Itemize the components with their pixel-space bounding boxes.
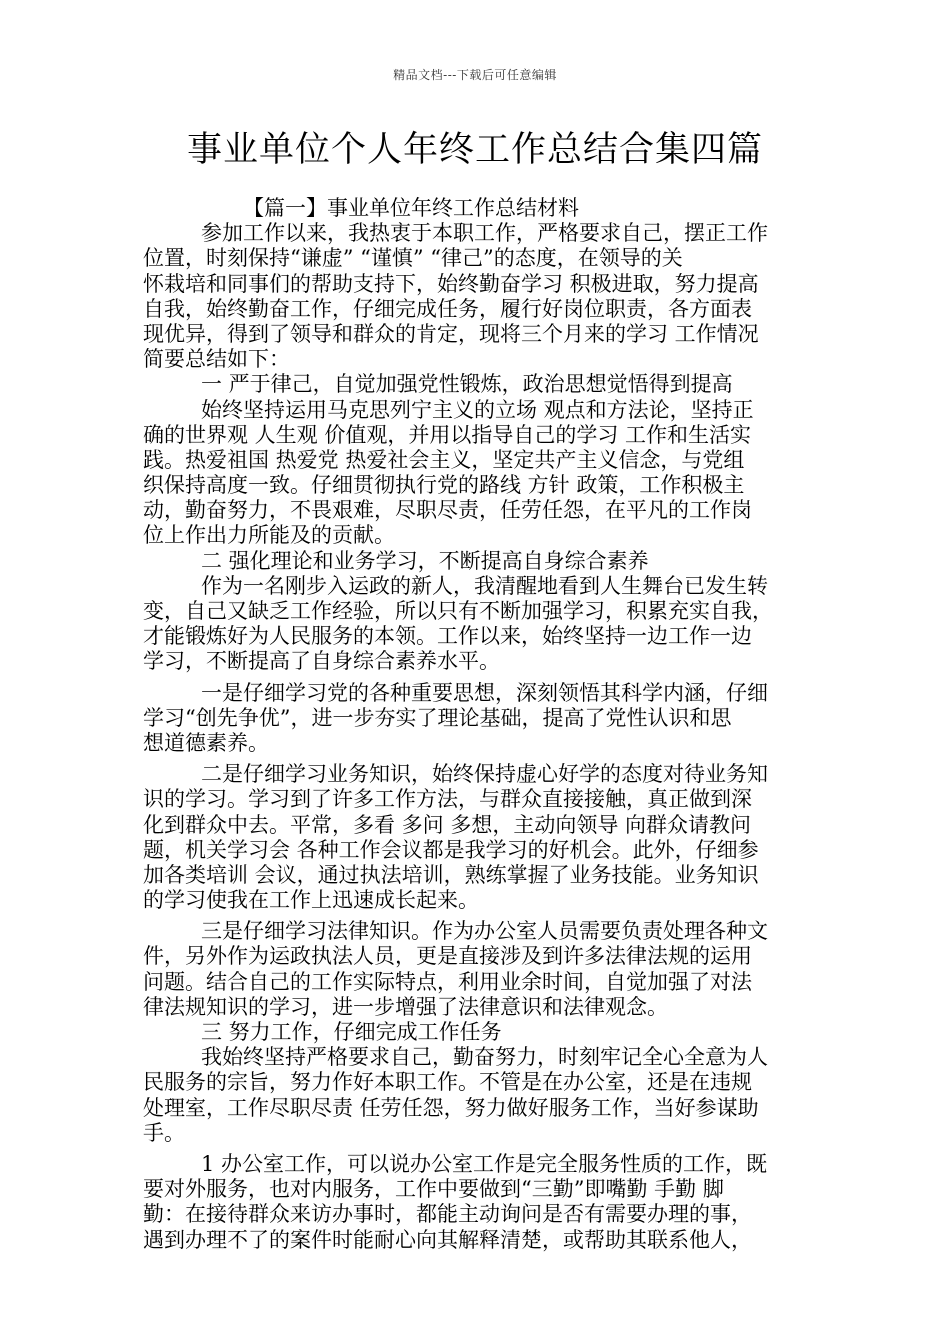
body-line: 才能锻炼好为人民服务的本领。工作以来，始终坚持一边工作一边 bbox=[143, 624, 752, 649]
document-title: 事业单位个人年终工作总结合集四篇 bbox=[186, 130, 763, 170]
body-line: 现优异，得到了领导和群众的肯定，现将三个月来的学习 工作情况 bbox=[143, 321, 759, 346]
body-line: 参加工作以来，我热衷于本职工作，严格要求自己，摆正工作 bbox=[201, 221, 768, 246]
body-line: 问题。结合自己的工作实际特点，利用业余时间，自觉加强了对法 bbox=[143, 969, 752, 994]
body-line: 变，自己又缺乏工作经验，所以只有不断加强学习，积累充实自我， bbox=[143, 599, 773, 623]
body-line: 始终坚持运用马克思列宁主义的立场 观点和方法论，坚持正 bbox=[201, 397, 754, 422]
body-line: 1 办公室工作，可以说办公室工作是完全服务性质的工作，既 bbox=[201, 1151, 768, 1176]
body-line: 想道德素养。 bbox=[143, 730, 269, 755]
body-line: 学习，不断提高了自身综合素养水平。 bbox=[143, 649, 500, 674]
body-line: 遇到办理不了的案件时能耐心向其解释清楚，或帮助其联系他人， bbox=[143, 1227, 752, 1252]
body-line: 确的世界观 人生观 价值观，并用以指导自己的学习 工作和生活实 bbox=[143, 422, 752, 447]
body-line: 三 努力工作，仔细完成工作任务 bbox=[201, 1020, 502, 1044]
body-line: 手。 bbox=[143, 1120, 185, 1145]
body-line: 怀栽培和同事们的帮助支持下，始终勤奋学习 积极进取，努力提高 bbox=[143, 271, 759, 296]
body-line: 一是仔细学习党的各种重要思想，深刻领悟其科学内涵，仔细 bbox=[201, 680, 768, 705]
body-line: 织保持高度一致。仔细贯彻执行党的路线 方针 政策，工作积极主 bbox=[143, 473, 745, 498]
body-line: 一 严于律己，自觉加强党性锻炼，政治思想觉悟得到提高 bbox=[201, 372, 733, 397]
document-body bbox=[143, 196, 819, 1253]
body-line: 件，另外作为运政执法人员，更是直接涉及到许多法律法规的运用 bbox=[143, 944, 752, 969]
body-line: 位上作出力所能及的贡献。 bbox=[143, 523, 395, 548]
body-line: 位置，时刻保持“谦虚” “谨慎” “律己”的态度，在领导的关 bbox=[143, 246, 683, 271]
body-line: 勤：在接待群众来访办事时，都能主动询问是否有需要办理的事， bbox=[143, 1202, 752, 1227]
body-line: 民服务的宗旨，努力作好本职工作。不管是在办公室，还是在违规 bbox=[143, 1070, 752, 1095]
body-line: 动，勤奋努力，不畏艰难，尽职尽责，任劳任怨，在平凡的工作岗 bbox=[143, 498, 752, 523]
body-line: 作为一名刚步入运政的新人，我清醒地看到人生舞台已发生转 bbox=[201, 573, 768, 598]
body-line: 加各类培训 会议，通过执法培训，熟练掌握了业务技能。业务知识 bbox=[143, 862, 759, 887]
body-line: 自我，始终勤奋工作，仔细完成任务，履行好岗位职责，各方面表 bbox=[143, 296, 752, 321]
body-line: 三是仔细学习法律知识。作为办公室人员需要负责处理各种文 bbox=[201, 919, 768, 944]
body-line: 要对外服务，也对内服务，工作中要做到“三勤”即嘴勤 手勤 脚 bbox=[143, 1177, 724, 1202]
body-line: 的学习使我在工作上迅速成长起来。 bbox=[143, 888, 479, 913]
body-line: 化到群众中去。平常，多看 多问 多想，主动向领导 向群众请教问 bbox=[143, 812, 752, 837]
header-note: 精品文档---下载后可任意编辑 bbox=[393, 68, 557, 82]
body-line: 识的学习。学习到了许多工作方法，与群众直接接触，真正做到深 bbox=[143, 787, 752, 812]
body-line: 践。热爱祖国 热爱党 热爱社会主义，坚定共产主义信念，与党组 bbox=[143, 447, 745, 472]
body-line: 我始终坚持严格要求自己，勤奋努力，时刻牢记全心全意为人 bbox=[201, 1045, 768, 1070]
body-line: 二 强化理论和业务学习，不断提高自身综合素养 bbox=[201, 548, 649, 573]
body-line: 简要总结如下： bbox=[143, 347, 290, 372]
body-line: 二是仔细学习业务知识，始终保持虚心好学的态度对待业务知 bbox=[201, 762, 768, 787]
body-line: 学习“创先争优”，进一步夯实了理论基础，提高了党性认识和思 bbox=[143, 705, 732, 730]
body-line: 题，机关学习会 各种工作会议都是我学习的好机会。此外，仔细参 bbox=[143, 837, 759, 862]
body-line: 处理室，工作尽职尽责 任劳任怨，努力做好服务工作，当好参谋助 bbox=[143, 1095, 759, 1120]
body-line: 【篇一】事业单位年终工作总结材料 bbox=[243, 196, 579, 220]
body-line: 律法规知识的学习，进一步增强了法律意识和法律观念。 bbox=[143, 994, 668, 1019]
